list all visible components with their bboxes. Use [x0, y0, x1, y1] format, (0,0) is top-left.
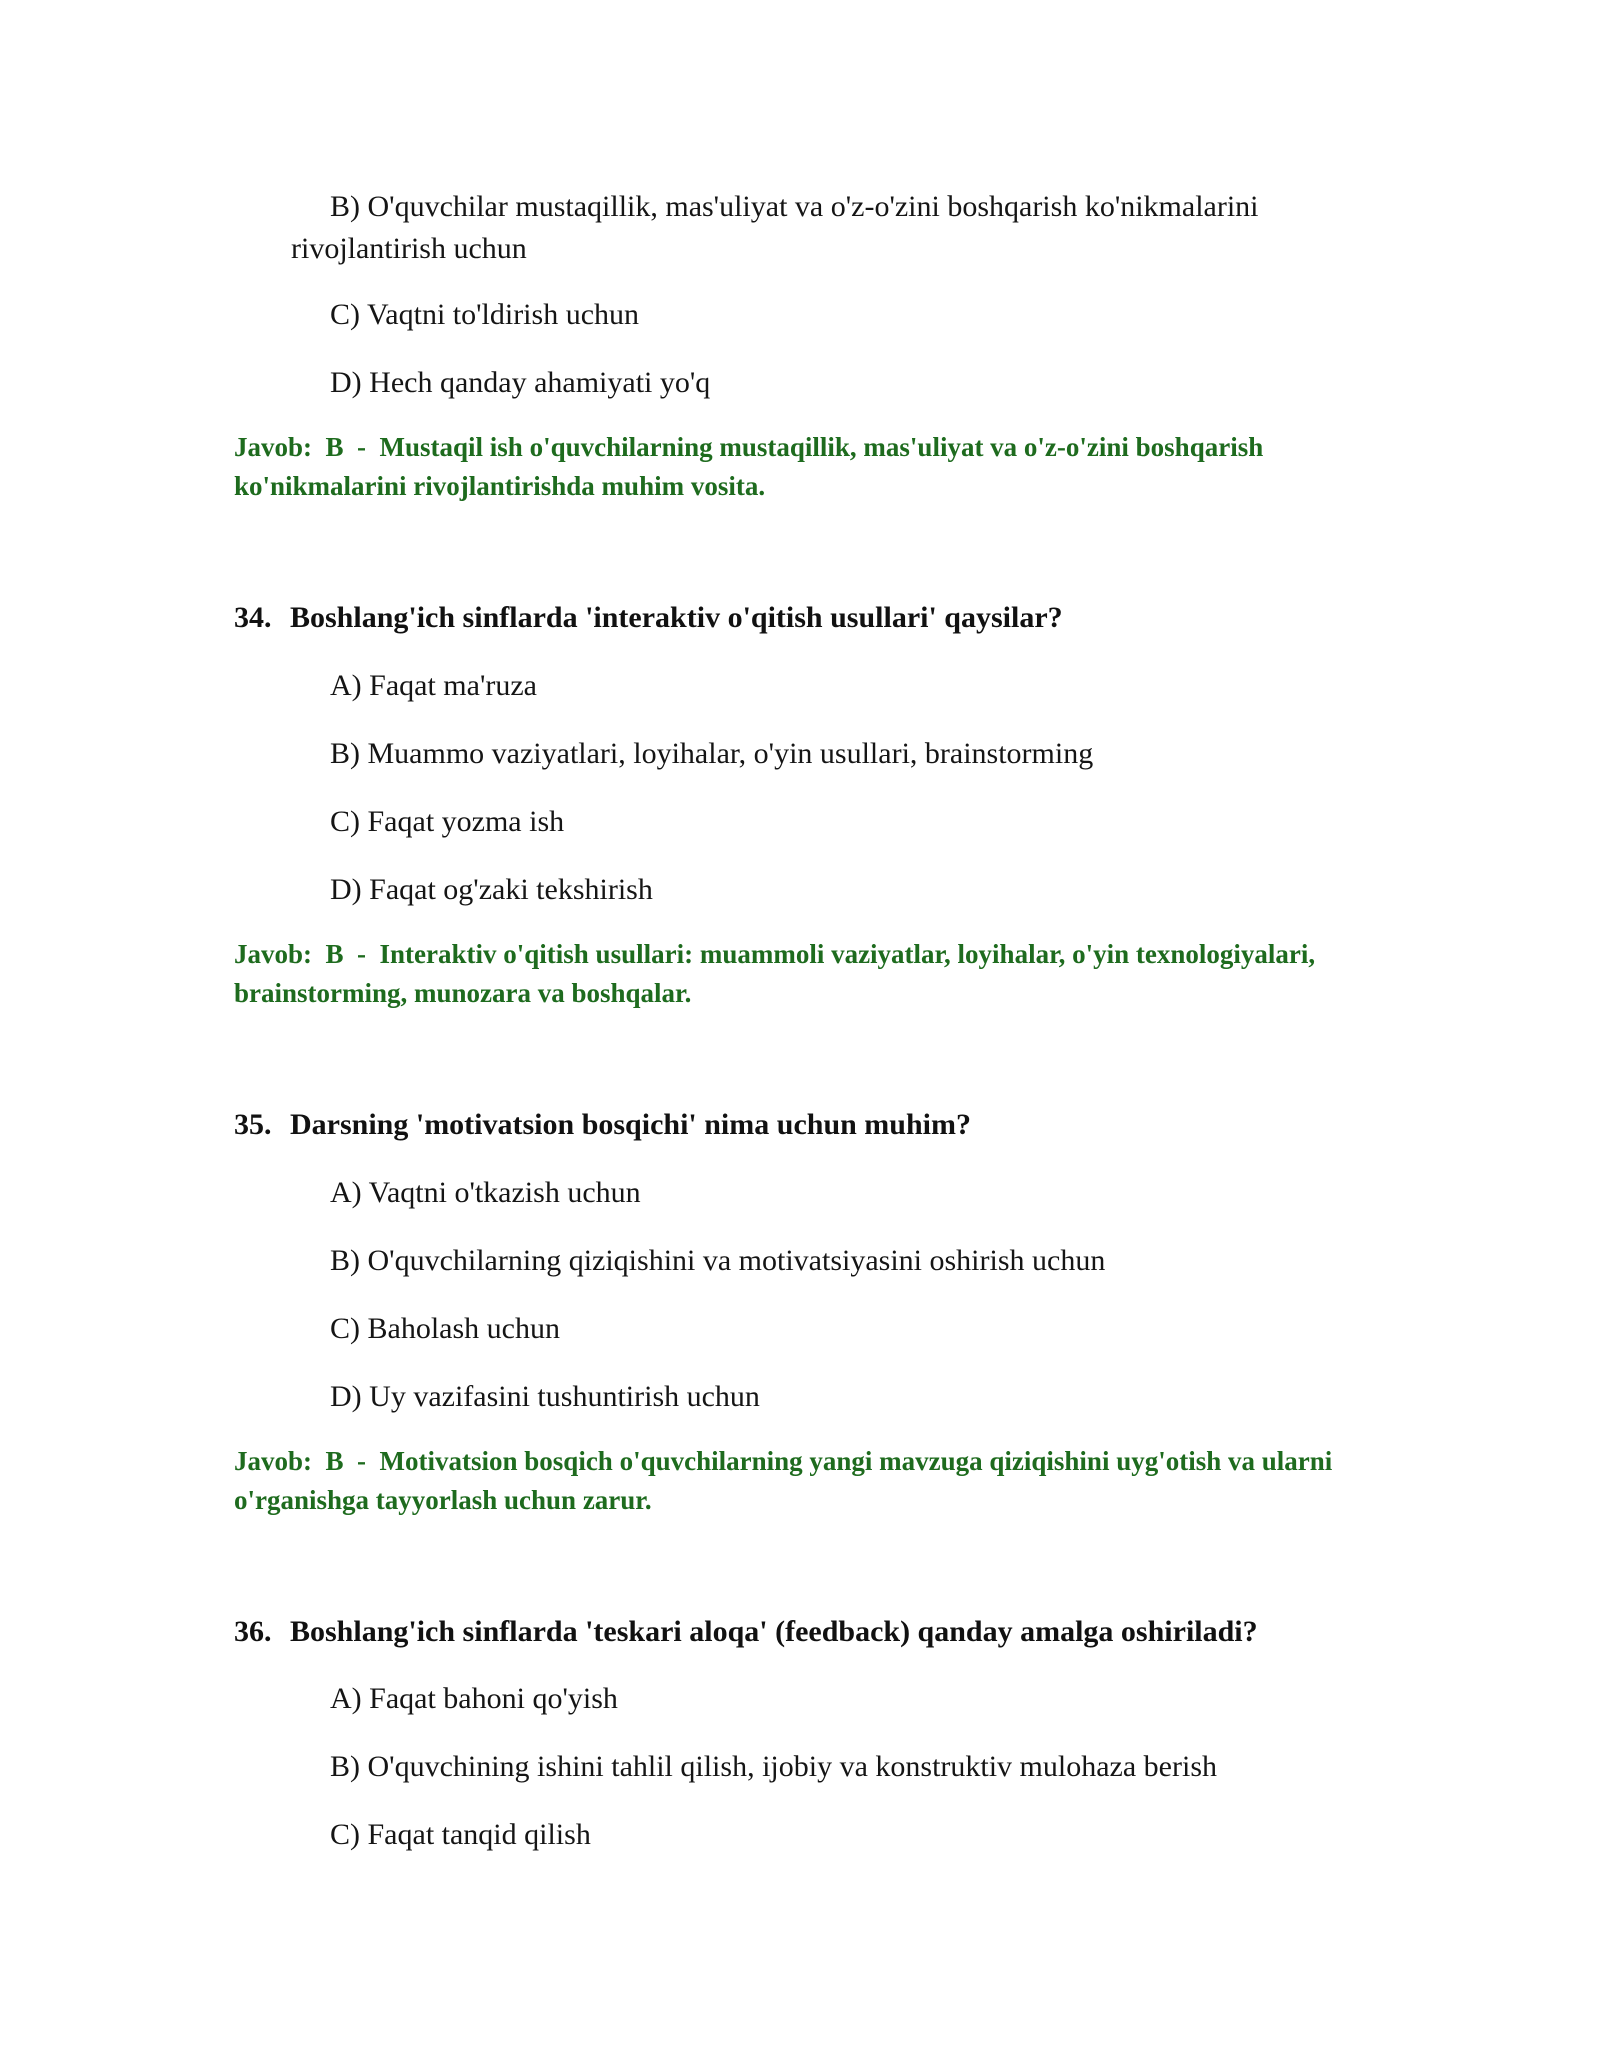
answer-explanation: Mustaqil ish o'quvchilarning mustaqillik, mas'uliyat va o'z-o'zini boshqarish ko'nikmalarini rivojlantirishda muhim vosita.: [234, 432, 1264, 501]
answer-explanation: Interaktiv o'qitish usullari: muammoli vaziyatlar, loyihalar, o'yin texnologiyalari, brainstorming, munozara va boshqalar.: [234, 939, 1316, 1008]
answer-dash: -: [357, 432, 367, 462]
q34-option-b: B) Muammo vaziyatlari, loyihalar, o'yin usullari, brainstorming: [330, 737, 1094, 770]
answer-label: Javob:: [234, 939, 313, 969]
q36-option-b: B) O'quvchining ishini tahlil qilish, ijobiy va konstruktiv mulohaza berish: [330, 1750, 1217, 1783]
answer-dash: -: [357, 939, 367, 969]
question-text: Darsning 'motivatsion bosqichi' nima uchun muhim?: [290, 1108, 971, 1141]
q35-option-b: B) O'quvchilarning qiziqishini va motivatsiyasini oshirish uchun: [330, 1244, 1106, 1277]
q34-option-a: A) Faqat ma'ruza: [330, 669, 537, 702]
q33-option-d: D) Hech qanday ahamiyati yo'q: [330, 366, 711, 399]
q35-question: [234, 1105, 971, 1145]
question-text: Boshlang'ich sinflarda 'interaktiv o'qitish usullari' qaysilar?: [290, 601, 1063, 634]
answer-label: Javob:: [234, 1446, 313, 1476]
answer-dash: -: [357, 1446, 367, 1476]
q34-question: [234, 598, 1063, 638]
q35-option-a: A) Vaqtni o'tkazish uchun: [330, 1176, 641, 1209]
question-number: 35.: [234, 1108, 272, 1141]
q36-question: [234, 1612, 1258, 1652]
q34-option-d: D) Faqat og'zaki tekshirish: [330, 873, 653, 906]
q34-option-c: C) Faqat yozma ish: [330, 805, 565, 838]
question-number: 34.: [234, 601, 272, 634]
q33-option-c: C) Vaqtni to'ldirish uchun: [330, 298, 640, 331]
answer-letter: B: [325, 1446, 344, 1476]
answer-letter: B: [325, 432, 344, 462]
q33-option-b: B) O'quvchilar mustaqillik, mas'uliyat va o'z-o'zini boshqarish ko'nikmalarini rivojlantirish uchun: [291, 190, 1259, 265]
q35-answer: [234, 1442, 1354, 1520]
question-text: Boshlang'ich sinflarda 'teskari aloqa' (feedback) qanday amalga oshiriladi?: [290, 1615, 1258, 1648]
answer-explanation: Motivatsion bosqich o'quvchilarning yangi mavzuga qiziqishini uyg'otish va ularni o'rganishga tayyorlash uchun zarur.: [234, 1446, 1333, 1515]
q35-option-d: D) Uy vazifasini tushuntirish uchun: [330, 1380, 760, 1413]
q33-answer: [234, 428, 1354, 506]
question-number: 36.: [234, 1615, 272, 1648]
answer-letter: B: [325, 939, 344, 969]
q36-option-c: C) Faqat tanqid qilish: [330, 1818, 591, 1851]
q35-option-c: C) Baholash uchun: [330, 1312, 560, 1345]
answer-label: Javob:: [234, 432, 313, 462]
q34-answer: [234, 935, 1354, 1013]
q36-option-a: A) Faqat bahoni qo'yish: [330, 1682, 618, 1715]
